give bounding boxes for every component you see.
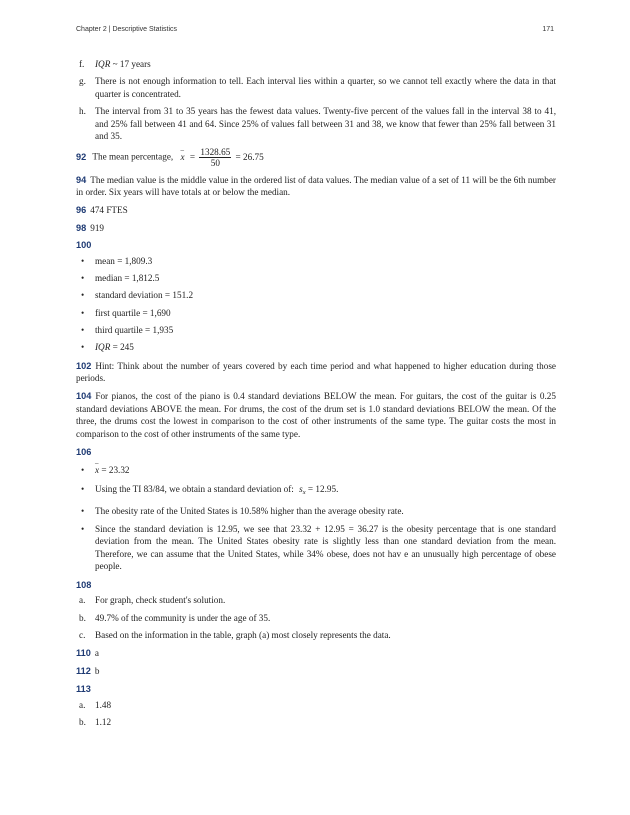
- answer-108-heading: [76, 579, 556, 592]
- answer-text: 919: [90, 222, 105, 233]
- exercise-number: 94: [76, 174, 87, 185]
- answer-text: Hint: Think about the number of years covered by each time period and what happened to higher education during those periods.: [76, 360, 556, 384]
- iqr-label: IQR: [95, 59, 111, 69]
- answer-100-list: [76, 255, 556, 354]
- answer-110: [76, 647, 556, 660]
- page-number: 171: [542, 26, 554, 33]
- list-item-text: 1.48: [95, 699, 112, 710]
- list-marker: f.: [79, 59, 85, 69]
- equals-sign: =: [189, 151, 196, 162]
- iqr-label: IQR: [95, 342, 111, 352]
- list-item-text: Since the standard deviation is 12.95, we see that 23.32 + 12.95 = 36.27 is the obesity percentage that is one standard deviation from the mean. The United States obesity rate is slightly less than one standard deviation from the mean. Therefore, we can assume that the United States, while 34% obese, does not hav e an unusually high percentage of obese people.: [95, 523, 556, 572]
- list-item: [76, 716, 556, 729]
- list-item: • – x = 23.32: [76, 464, 556, 477]
- list-item-text: standard deviation = 151.2: [95, 290, 194, 301]
- exercise-number: 106: [76, 446, 92, 457]
- exercise-number: 100: [76, 240, 92, 251]
- list-marker: h.: [79, 105, 86, 116]
- mean-result: = 26.75: [235, 151, 264, 162]
- answer-text: b: [94, 666, 100, 677]
- answer-96: [76, 204, 556, 217]
- page-header: [76, 26, 554, 38]
- list-marker: c.: [79, 629, 86, 640]
- list-item-text: Using the TI 83/84, we obtain a standard deviation of:: [95, 483, 294, 494]
- exercise-number: 112: [76, 666, 91, 677]
- list-item: • first quartile = 1,690: [81, 307, 171, 318]
- exercise-number: 110: [76, 648, 91, 659]
- answer-text: 474 FTES: [90, 204, 128, 215]
- list-marker: a.: [79, 699, 86, 710]
- s-subscript: x: [302, 488, 306, 496]
- exercise-number: 104: [76, 390, 92, 401]
- list-item: [76, 105, 556, 143]
- answer-92: [76, 147, 556, 168]
- answer-108-list: [76, 594, 556, 641]
- list-item: [76, 699, 556, 712]
- list-marker: g.: [79, 76, 86, 87]
- exercise-number: 98: [76, 222, 87, 233]
- list-item-text: = 245: [110, 342, 134, 352]
- x-bar-symbol: – x: [181, 151, 185, 164]
- list-item-text: ~ 17 years: [110, 59, 151, 69]
- exercise-number: 108: [76, 579, 92, 590]
- std-dev-value: = 12.95.: [307, 483, 339, 494]
- list-item-text: third quartile = 1,935: [95, 324, 174, 335]
- list-item-text: There is not enough information to tell. Each interval lies within a quarter, so we cannot tell exactly where the data in that quarter is concentrated.: [95, 76, 556, 99]
- answer-text: a: [94, 648, 99, 659]
- list-item: • third quartile = 1,935: [81, 324, 174, 335]
- list-marker: a.: [79, 595, 86, 606]
- answer-text: The median value is the middle value in the ordered list of data values. The median value of a set of 11 will be the 6th number in order. Six years will have totals at or below the median.: [76, 174, 556, 198]
- exercise-number: 102: [76, 360, 92, 371]
- list-item-text: For graph, check student's solution.: [95, 595, 226, 606]
- list-item: [76, 75, 556, 100]
- fraction-numerator: 1328.65: [200, 147, 231, 158]
- chapter-title: Chapter 2 | Descriptive Statistics: [76, 26, 178, 33]
- list-item: • IQR = 245: [81, 342, 134, 352]
- answer-102: [76, 360, 556, 385]
- list-item: [76, 594, 556, 607]
- list-item: • Since the standard deviation is 12.95, we see that 23.32 + 12.95 = 36.27 is the obesity percentage that is one standard deviation from the mean. The United States obesity rate is slightly less than one standard deviation from the mean. Therefore, we can assume that the United States, while 34% obese, does not hav e an unusually high percentage of obese people.: [81, 523, 556, 572]
- list-item-text: mean = 1,809.3: [95, 256, 153, 267]
- list-item: • standard deviation = 151.2: [81, 290, 194, 301]
- continued-answer-list: [76, 58, 556, 143]
- exercise-number: 96: [76, 204, 87, 215]
- list-item-text: 1.12: [95, 716, 112, 727]
- answer-113-heading: [76, 683, 556, 696]
- answer-106-heading: [76, 446, 556, 459]
- answer-106-list: [76, 464, 556, 573]
- list-marker: b.: [79, 716, 86, 727]
- list-item: • mean = 1,809.3: [81, 256, 153, 267]
- list-item: • median = 1,812.5: [81, 273, 160, 284]
- answer-113-list: [76, 699, 556, 729]
- list-item-text: median = 1,812.5: [95, 273, 160, 284]
- list-item-text: Based on the information in the table, graph (a) most closely represents the data.: [95, 629, 391, 640]
- answer-100-heading: [76, 239, 556, 252]
- list-item-text: 49.7% of the community is under the age of 35.: [95, 612, 271, 623]
- answer-98: [76, 222, 556, 235]
- exercise-number: 113: [76, 684, 91, 694]
- exercise-number: 92: [76, 151, 87, 162]
- answer-text: For pianos, the cost of the piano is 0.4 standard deviations BELOW the mean. For guitars, the cost of the guitar is 0.25 standard deviations ABOVE the mean. For drums, the cost of the drum set is 1.0 standard deviations BELOW the mean. Of the three, the drums cost the lowest in comparison to the cost of other instruments of the same type. The guitar costs the most in comparison to the cost of other instruments of the same type.: [76, 390, 556, 439]
- answer-112: [76, 665, 556, 678]
- answer-104: [76, 390, 556, 440]
- list-item-text: The interval from 31 to 35 years has the fewest data values. Twenty-five percent of the values fall in the interval 38 to 41, and 25% fall between 41 and 64. Since 25% of values fall between 31 and 38, we know that fewer than 25% fall between 31 and 35.: [95, 105, 556, 142]
- list-item: [76, 58, 556, 71]
- list-item-text: The obesity rate of the United States is 10.58% higher than the average obesity rate.: [95, 506, 404, 517]
- answer-text: The mean percentage,: [92, 151, 174, 162]
- s-symbol: s: [299, 483, 303, 494]
- list-item-text: first quartile = 1,690: [95, 307, 171, 318]
- fraction-denominator: 50: [210, 158, 220, 169]
- list-item: [76, 629, 556, 642]
- page-content: [76, 58, 556, 733]
- mean-fraction: [199, 147, 231, 168]
- list-item: • Using the TI 83/84, we obtain a standard deviation of: $s_x = 12.95$.: [81, 483, 339, 496]
- x-bar-symbol: – x: [95, 464, 99, 477]
- list-item: [76, 612, 556, 625]
- list-item: • The obesity rate of the United States is 10.58% higher than the average obesity rate.: [81, 506, 404, 517]
- list-marker: b.: [79, 612, 86, 623]
- answer-94: [76, 174, 556, 199]
- mean-value: = 23.32: [101, 465, 130, 476]
